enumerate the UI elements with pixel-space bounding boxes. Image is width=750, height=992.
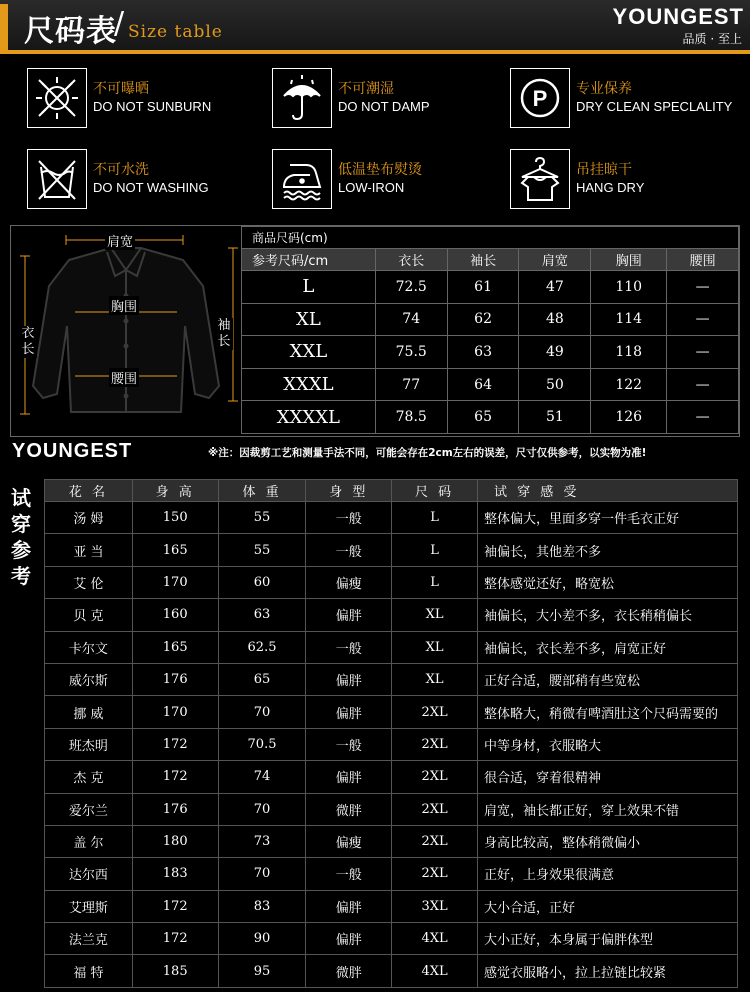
weight-cell: 70 [218,696,306,728]
feedback-cell: 袖偏长，其他差不多 [478,534,738,566]
name-cell: 挪 威 [45,696,133,728]
care-en: HANG DRY [576,180,645,195]
hang-dry-icon [510,149,570,209]
care-item-sun [27,68,211,128]
weight-cell: 90 [218,923,306,955]
name-cell: 艾 伦 [45,566,133,598]
weight-cell: 70 [218,858,306,890]
header-rule [0,50,750,54]
table-row [45,728,738,760]
header-cell: 肩宽 [519,249,591,271]
table-row [45,825,738,857]
table-row [45,599,738,631]
name-cell: 亚 当 [45,534,133,566]
body-type-cell: 偏胖 [306,923,392,955]
height-cell: 150 [132,502,218,534]
weight-cell: 70.5 [218,728,306,760]
table-row [45,761,738,793]
size-cell: XXXXL [242,401,376,434]
size-cell: 2XL [392,825,478,857]
size-cell: 2XL [392,858,478,890]
height-cell: 176 [132,793,218,825]
height-cell: 183 [132,858,218,890]
waist-label: 腰围 [109,368,139,387]
shoulder-label: 肩宽 [105,231,135,250]
care-cn: 不可潮湿 [338,81,394,97]
size-cell: XL [242,303,376,336]
brand-logo: YOUNGEST [612,4,744,29]
table-row [242,336,739,369]
height-cell: 180 [132,825,218,857]
svg-text:P: P [532,86,548,111]
umbrella-icon [272,68,332,128]
table-cell: 47 [519,271,591,304]
height-cell: 172 [132,728,218,760]
weight-cell: 55 [218,502,306,534]
size-cell: L [392,534,478,566]
table-cell: — [667,368,739,401]
table-row [242,271,739,304]
table-cell: 122 [591,368,667,401]
care-item-iron [272,149,422,209]
height-cell: 165 [132,534,218,566]
height-cell: 185 [132,955,218,987]
chest-label: 胸围 [109,296,139,315]
feedback-cell: 袖偏长，衣长差不多，肩宽正好 [478,631,738,663]
table-cell: 77 [375,368,447,401]
name-cell: 爱尔兰 [45,793,133,825]
trial-table-header [45,480,738,502]
table-cell: 74 [375,303,447,336]
feedback-cell: 感觉衣服略小，拉上拉链比较紧 [478,955,738,987]
height-cell: 172 [132,761,218,793]
size-cell: 2XL [392,696,478,728]
feedback-cell: 整体略大，稍微有啤酒肚这个尺码需要的 [478,696,738,728]
header-cell: 参考尺码/cm [242,249,376,271]
body-type-cell: 微胖 [306,793,392,825]
body-type-cell: 偏胖 [306,761,392,793]
table-cell: 48 [519,303,591,336]
table-cell: 114 [591,303,667,336]
header-cell: 身 型 [306,480,392,502]
height-cell: 170 [132,566,218,598]
header-cell: 胸围 [591,249,667,271]
feedback-cell: 整体感觉还好，略宽松 [478,566,738,598]
name-cell: 卡尔文 [45,631,133,663]
title-slash: / [114,6,125,41]
header-accent [0,4,8,50]
header-cell: 试 穿 感 受 [478,480,738,502]
feedback-cell: 中等身材，衣服略大 [478,728,738,760]
size-cell: XL [392,599,478,631]
name-cell: 法兰克 [45,923,133,955]
height-cell: 170 [132,696,218,728]
name-cell: 杰 克 [45,761,133,793]
trial-side-label [0,478,44,988]
body-type-cell: 偏瘦 [306,825,392,857]
feedback-cell: 很合适，穿着很精神 [478,761,738,793]
brand-slogan: 品质 · 至上 [682,32,742,46]
size-cell: 2XL [392,728,478,760]
height-cell: 165 [132,631,218,663]
table-cell: — [667,336,739,369]
feedback-cell: 正好，上身效果很满意 [478,858,738,890]
size-section [10,225,740,437]
table-row [45,631,738,663]
side-char: 参 [11,538,31,562]
feedback-cell: 正好合适，腰部稍有些宽松 [478,663,738,695]
care-en: DO NOT DAMP [338,99,430,114]
height-cell: 160 [132,599,218,631]
body-type-cell: 一般 [306,858,392,890]
weight-cell: 95 [218,955,306,987]
table-cell: 61 [447,271,519,304]
feedback-cell: 大小合适，正好 [478,890,738,922]
weight-cell: 65 [218,663,306,695]
care-item-damp [272,68,430,128]
name-cell: 达尔西 [45,858,133,890]
table-cell: 118 [591,336,667,369]
no-wash-icon [27,149,87,209]
table-cell: 78.5 [375,401,447,434]
weight-cell: 62.5 [218,631,306,663]
size-cell: L [242,271,376,304]
size-cell: L [392,566,478,598]
header-cell: 身 高 [132,480,218,502]
body-type-cell: 一般 [306,631,392,663]
header-bar [0,0,750,50]
table-row [242,368,739,401]
size-cell: 3XL [392,890,478,922]
table-row [45,858,738,890]
care-en: DO NOT SUNBURN [93,99,212,114]
body-type-cell: 偏胖 [306,890,392,922]
table-cell: 51 [519,401,591,434]
body-type-cell: 偏胖 [306,599,392,631]
care-cn: 不可水洗 [93,162,149,178]
side-char: 穿 [11,512,31,536]
body-type-cell: 偏瘦 [306,566,392,598]
size-cell: XL [392,663,478,695]
page-title: 尺码表 [24,14,117,49]
table-cell: — [667,401,739,434]
weight-cell: 63 [218,599,306,631]
weight-cell: 73 [218,825,306,857]
header-cell: 体 重 [218,480,306,502]
table-cell: 75.5 [375,336,447,369]
size-cell: XXXL [242,368,376,401]
weight-cell: 55 [218,534,306,566]
name-cell: 盖 尔 [45,825,133,857]
sleeve-label: 袖长 [215,318,233,350]
side-char: 试 [11,486,31,510]
dry-clean-p-icon [510,68,570,128]
weight-cell: 60 [218,566,306,598]
table-cell: 63 [447,336,519,369]
weight-cell: 83 [218,890,306,922]
table-cell: 62 [447,303,519,336]
table-cell: 64 [447,368,519,401]
care-en: DRY CLEAN SPECLALITY [576,99,733,114]
table-cell: 49 [519,336,591,369]
table-cell: 65 [447,401,519,434]
height-cell: 176 [132,663,218,695]
table-row [45,890,738,922]
table-row [45,696,738,728]
measurement-note: ※注：因裁剪工艺和测量手法不同，可能会存在2cm左右的误差，尺寸仅供参考，以实物为准! [208,447,647,459]
table-cell: 126 [591,401,667,434]
side-char: 考 [11,564,31,588]
table-row [45,923,738,955]
table-row [242,303,739,336]
size-table-header [242,249,739,271]
name-cell: 艾理斯 [45,890,133,922]
size-cell: XXL [242,336,376,369]
header-cell: 衣长 [375,249,447,271]
table-row [45,793,738,825]
feedback-cell: 袖偏长，大小差不多，衣长稍稍偏长 [478,599,738,631]
header-cell: 花 名 [45,480,133,502]
height-cell: 172 [132,890,218,922]
body-type-cell: 偏胖 [306,696,392,728]
height-cell: 172 [132,923,218,955]
care-item-dryclean [510,68,732,128]
table-cell: — [667,303,739,336]
weight-cell: 70 [218,793,306,825]
body-type-cell: 一般 [306,502,392,534]
size-cell: 2XL [392,793,478,825]
care-item-wash [27,149,209,209]
trial-table [44,479,738,988]
weight-cell: 74 [218,761,306,793]
no-sun-icon [27,68,87,128]
body-type-cell: 微胖 [306,955,392,987]
header-cell: 袖长 [447,249,519,271]
shirt-diagram [11,226,241,436]
table-row [242,401,739,434]
table-row [45,566,738,598]
care-en: LOW-IRON [338,180,405,195]
table-cell: 110 [591,271,667,304]
size-cell: XL [392,631,478,663]
feedback-cell: 大小正好，本身属于偏胖体型 [478,923,738,955]
length-label: 衣长 [19,326,37,358]
size-cell: 4XL [392,955,478,987]
size-cell: 4XL [392,923,478,955]
size-cell: L [392,502,478,534]
name-cell: 福 特 [45,955,133,987]
page-subtitle: Size table [128,22,223,42]
name-cell: 班杰明 [45,728,133,760]
table-row [45,663,738,695]
size-table-caption: 商品尺码(cm) [242,227,739,249]
name-cell: 贝 克 [45,599,133,631]
table-cell: — [667,271,739,304]
header-cell: 腰围 [667,249,739,271]
size-cell: 2XL [392,761,478,793]
table-cell: 50 [519,368,591,401]
feedback-cell: 整体偏大，里面多穿一件毛衣正好 [478,502,738,534]
table-row [45,534,738,566]
body-type-cell: 一般 [306,534,392,566]
care-cn: 吊挂晾干 [576,162,632,178]
care-cn: 专业保养 [576,81,632,97]
name-cell: 汤 姆 [45,502,133,534]
table-row [45,955,738,987]
table-row [45,502,738,534]
feedback-cell: 肩宽，袖长都正好，穿上效果不错 [478,793,738,825]
name-cell: 威尔斯 [45,663,133,695]
brand-logo-secondary: YOUNGEST [12,440,133,462]
shirt-illustration [11,226,241,436]
feedback-cell: 身高比较高，整体稍微偏小 [478,825,738,857]
size-table [241,226,739,434]
low-iron-icon [272,149,332,209]
table-cell: 72.5 [375,271,447,304]
body-type-cell: 一般 [306,728,392,760]
care-cn: 低温垫布熨烫 [338,162,422,178]
header-cell: 尺 码 [392,480,478,502]
care-item-hang [510,149,644,209]
care-en: DO NOT WASHING [93,180,209,195]
body-type-cell: 偏胖 [306,663,392,695]
care-cn: 不可曝晒 [93,81,149,97]
